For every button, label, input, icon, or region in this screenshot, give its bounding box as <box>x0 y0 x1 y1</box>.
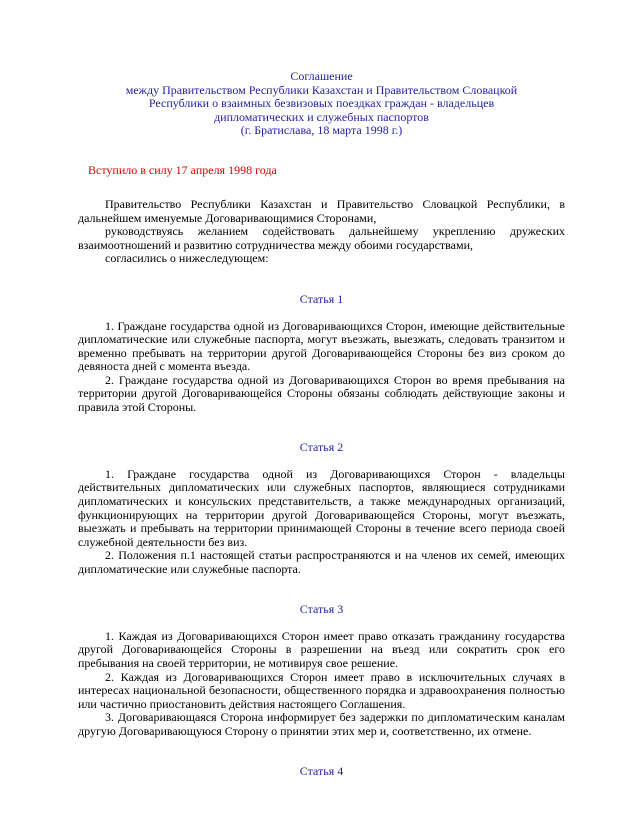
title-line: Республики о взаимных безвизовых поездках граждан - владельцев <box>148 96 495 111</box>
article-paragraph: 3. Договаривающаяся Сторона информирует без задержки по дипломатическим каналам другую Договаривающуюся Сторону о принятии этих мер и, соответственно, их отмене. <box>78 710 565 738</box>
title-line: между Правительством Республики Казахстан и Правительством Словацкой <box>125 82 518 97</box>
article-heading: Статья 4 <box>299 764 344 779</box>
article-paragraph: 1. Граждане государства одной из Договаривающихся Сторон - владельцы действительных дипломатических или служебных паспортов, являющиеся сотрудниками дипломатических и консульских представительств, а также международных организаций, функционирующих на территории другой Договаривающейся Стороны, могут въезжать, выезжать и пребывать на территории принимающей Стороны в течение всего периода своей служебной деятельности без виз. <box>78 466 565 549</box>
preamble-paragraph: согласились о нижеследующем: <box>105 251 269 266</box>
article-heading: Статья 1 <box>299 292 344 307</box>
article-heading: Статья 2 <box>299 440 344 455</box>
article-paragraph: 2. Каждая из Договаривающихся Сторон имеет право в исключительных случаях в интересах национальной безопасности, общественного порядка и здравоохранения полностью или частично приостановить действия настоящего Соглашения. <box>78 669 565 711</box>
article-paragraph: 1. Граждане государства одной из Договаривающихся Сторон, имеющие действительные дипломатические или служебные паспорта, могут въезжать, выезжать, следовать транзитом и временно пребывать на территории другой Договаривающейся Стороны без виз сроком до девяноста дней с момента въезда. <box>78 318 565 374</box>
title-line: дипломатических и служебных паспортов <box>214 109 429 124</box>
article-heading: Статья 3 <box>299 602 344 617</box>
preamble-paragraph: Правительство Республики Казахстан и Правительство Словацкой Республики, в дальнейшем именуемые Договаривающимися Сторонами, <box>78 197 565 225</box>
article-3 <box>78 603 565 738</box>
title-line: (г. Братислава, 18 марта 1998 г.) <box>240 123 403 138</box>
article-paragraph: 1. Каждая из Договаривающихся Сторон имеет право отказать гражданину государства другой Договаривающейся Стороны в разрешении на въезд или сократить срок его пребывания на своей территории, не мотивируя свое решение. <box>78 628 565 670</box>
article-1 <box>78 293 565 414</box>
title-line: Соглашение <box>290 69 353 83</box>
article-2 <box>78 441 565 576</box>
document-title <box>78 70 565 138</box>
preamble-paragraph: руководствуясь желанием содействовать дальнейшему укреплению дружеских взаимоотношений и развитию сотрудничества между обоими государствами, <box>78 224 565 252</box>
article-4 <box>78 765 565 779</box>
article-paragraph: 2. Граждане государства одной из Договаривающихся Сторон во время пребывания на территории другой Договаривающейся Стороны обязаны соблюдать действующие законы и правила этой Стороны. <box>78 372 565 414</box>
entry-into-force-note: Вступило в силу 17 апреля 1998 года <box>88 162 277 177</box>
article-paragraph: 2. Положения п.1 настоящей статьи распространяются и на членов их семей, имеющих дипломатические или служебные паспорта. <box>78 548 565 576</box>
preamble-section <box>78 198 565 266</box>
